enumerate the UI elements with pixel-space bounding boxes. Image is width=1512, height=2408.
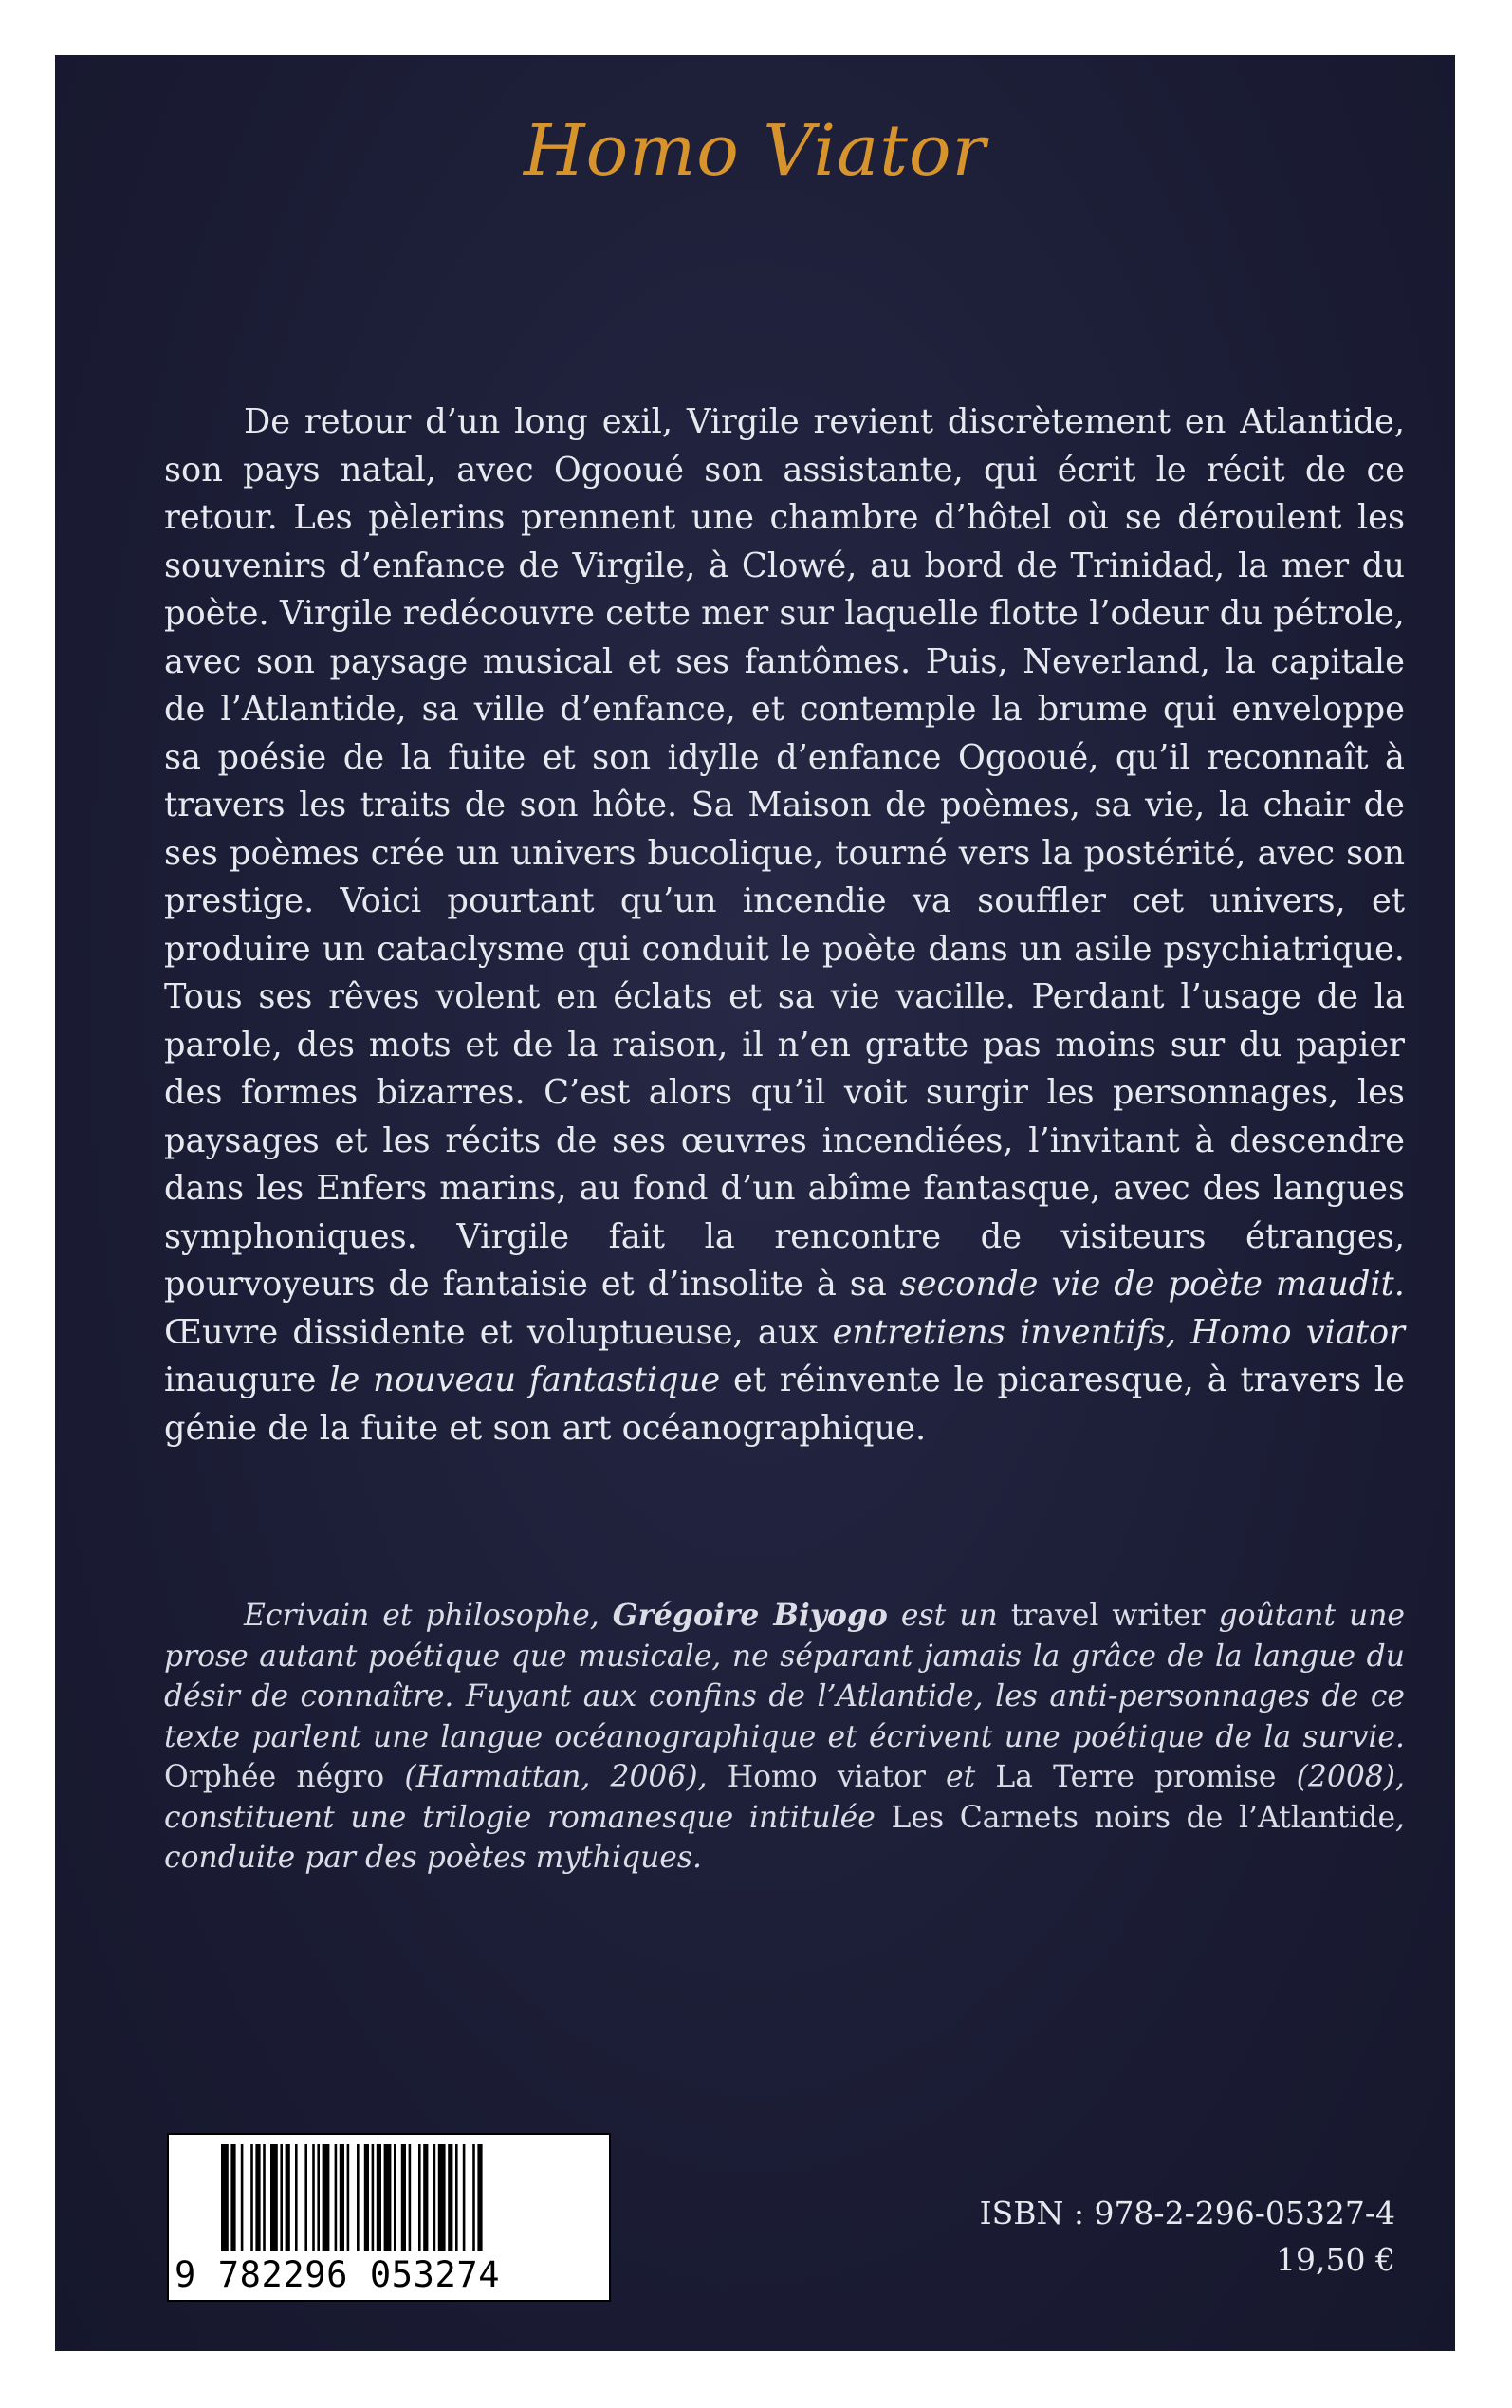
barcode-bar bbox=[364, 2144, 369, 2251]
barcode-bar bbox=[250, 2144, 253, 2251]
barcode-bar bbox=[335, 2144, 338, 2251]
synopsis-text-1: De retour d’un long exil, Virgile revient discrètement en Atlantide, son pays natal, avec Ogooué son assistante, qui écrit le récit de ce retour. Les pèlerins prennent une chambre d’hôtel où se déroulent les souvenirs d’enfance de Virgile, à Clowé, au bord de Trinidad, la mer du poète. Virgile redécouvre cette mer sur laquelle flotte l’odeur du pétrole, avec son paysage musical et ses fantômes. Puis, Neverland, la capitale de l’Atlantide, sa ville d’enfance, et contemple la brume qui enveloppe sa poésie de la fuite et son idylle d’enfance Ogooué, qu’il reconnaît à travers les traits de son hôte. Sa Maison de poèmes, sa vie, la chair de ses poèmes crée un univers bucolique, tourné vers la postérité, avec son prestige. Voici pourtant qu’un incendie va souffler cet univers, et produire un cataclysme qui conduit le poète dans un asile psychiatrique. Tous ses rêves volent en éclats et sa vie vacille. Perdant l’usage de la parole, des mots et de la raison, il n’en gratte pas moins sur du papier des formes bizarres. C’est alors qu’il voit surgir les personnages, les paysages et les récits de ses œuvres incendiées, l’invitant à descendre dans les Enfers marins, au fond d’un abîme fantasque, avec des langues symphoniques. Virgile fait la rencontre de visiteurs étranges, pourvoyeurs de fantaisie et d’insolite à sa bbox=[164, 402, 1405, 1304]
synopsis-text-3: inaugure bbox=[164, 1361, 330, 1399]
synopsis-paragraph bbox=[164, 398, 1405, 1453]
barcode-bar bbox=[340, 2144, 344, 2251]
barcode-bar bbox=[472, 2144, 475, 2251]
barcode-bar bbox=[423, 2144, 428, 2251]
barcode-bar bbox=[221, 2144, 229, 2251]
author-bio-text-4: (Harmattan, 2006), bbox=[384, 1760, 728, 1794]
barcode-bar bbox=[357, 2144, 360, 2251]
barcode-bar bbox=[477, 2144, 482, 2251]
barcode-bar bbox=[270, 2144, 278, 2251]
barcode-bar bbox=[304, 2144, 307, 2251]
barcode-bar bbox=[394, 2144, 396, 2251]
author-bio-text-3: goûtant une prose autant poétique que musicale, ne séparant jamais la grâce de la langue du désir de connaître. Fuyant aux confins de l’Atlantide, les anti-personnages de ce texte parlent une langue océanographique et écrivent une poétique de la survie. bbox=[164, 1599, 1405, 1754]
barcode-bar bbox=[286, 2144, 290, 2251]
barcode-bars bbox=[221, 2144, 562, 2253]
barcode-bar bbox=[241, 2144, 244, 2251]
synopsis-text-4: et réinvente le picaresque, à travers le génie de la fuite et son art océanographique. bbox=[164, 1361, 1405, 1448]
author-bio-text-7: , conduite par des poètes mythiques. bbox=[164, 1800, 1406, 1875]
barcode-bar bbox=[455, 2144, 458, 2251]
synopsis-italic-1: seconde vie de poète maudit. bbox=[899, 1265, 1405, 1304]
author-name: Grégoire Biyogo bbox=[612, 1599, 888, 1633]
barcode-bar bbox=[263, 2144, 266, 2251]
barcode-bar bbox=[280, 2144, 283, 2251]
barcode-bar bbox=[323, 2144, 330, 2251]
barcode-bar bbox=[409, 2144, 412, 2251]
barcode-bar bbox=[463, 2144, 466, 2251]
barcode-bar bbox=[433, 2144, 436, 2251]
barcode-bar bbox=[347, 2144, 350, 2251]
barcode-bar bbox=[230, 2144, 235, 2251]
author-bio-upright-3: Homo viator bbox=[727, 1760, 926, 1794]
barcode-bar bbox=[372, 2144, 375, 2251]
price: 19,50 € bbox=[1276, 2241, 1395, 2278]
author-bio-upright-4: La Terre promise bbox=[995, 1760, 1277, 1794]
barcode-bar bbox=[448, 2144, 452, 2251]
barcode-bar bbox=[418, 2144, 421, 2251]
synopsis-italic-3: le nouveau fantastique bbox=[329, 1361, 721, 1399]
barcode-digits: 9 782296 053274 bbox=[175, 2254, 501, 2295]
back-cover bbox=[55, 55, 1455, 2351]
barcode bbox=[167, 2133, 611, 2302]
barcode-bar bbox=[312, 2144, 315, 2251]
barcode-bar bbox=[295, 2144, 298, 2251]
author-bio-text-1: Ecrivain et philosophe, bbox=[244, 1599, 613, 1633]
author-bio-upright-5: Les Carnets noirs de l’Atlantide bbox=[891, 1800, 1396, 1835]
synopsis-italic-2: entretiens inventifs, Homo viator bbox=[832, 1312, 1405, 1352]
barcode-bar bbox=[255, 2144, 260, 2251]
barcode-bar bbox=[438, 2144, 446, 2251]
author-bio-text-6: (2008), constituent une trilogie romanesque intitulée bbox=[164, 1760, 1405, 1835]
book-title: Homo Viator bbox=[524, 110, 986, 192]
barcode-bar bbox=[317, 2144, 320, 2251]
barcode-bar bbox=[377, 2144, 381, 2251]
barcode-bar bbox=[384, 2144, 392, 2251]
author-bio-text-5: et bbox=[925, 1760, 996, 1794]
author-bio-text-2: est un bbox=[887, 1599, 1011, 1633]
author-bio-upright-2: Orphée négro bbox=[164, 1760, 385, 1794]
author-bio-paragraph bbox=[164, 1596, 1405, 1879]
barcode-bar bbox=[401, 2144, 406, 2251]
synopsis-text-2: Œuvre dissidente et voluptueuse, aux bbox=[164, 1312, 833, 1352]
author-bio-upright-1: travel writer bbox=[1010, 1599, 1206, 1633]
isbn: ISBN : 978-2-296-05327-4 bbox=[979, 2195, 1395, 2232]
